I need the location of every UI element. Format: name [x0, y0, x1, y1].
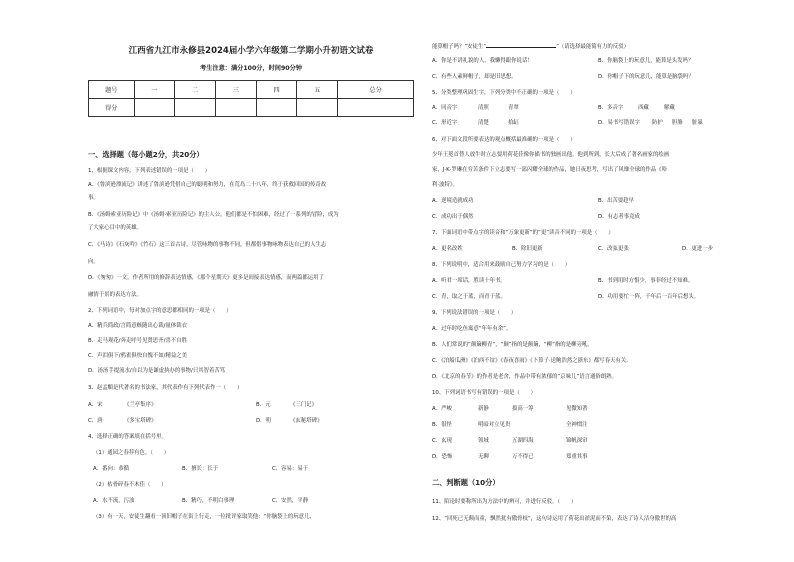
- score-header-row: [89, 81, 414, 99]
- question-text-part: 能算帽子吗？”安徒生“: [432, 44, 487, 50]
- question-stem: 4、选择正确的答案填在括号里。: [88, 434, 167, 440]
- score-table: [88, 80, 414, 117]
- score-row-label: 得分: [89, 99, 135, 117]
- score-header-cell: 一: [134, 81, 175, 99]
- answer-blank[interactable]: [486, 42, 556, 48]
- question-stem: 6、对下面文段所要表达的观点概括最准确的一项是（ ）: [432, 137, 576, 143]
- option-text: A．过年时吃鱼寓意“年年有余”。: [432, 326, 512, 332]
- sub-question: （1）通园之春荐有色。（ ）: [93, 450, 170, 456]
- option-text: 郑重其事: [566, 454, 588, 460]
- question-stem: 11、陌论时要称所出为方法中的辨可，并进行反驳。（ ）: [432, 499, 577, 505]
- option-text: A．你是不讲礼貌的人，我懒得跟你说话！: [432, 58, 533, 64]
- option-text: B．除旧更新: [512, 246, 543, 252]
- question-stem: 8、下列说明中，适合用来鼓励自己努力学习的是（ ）: [432, 262, 571, 268]
- option-text: 融情于景的表达方法。: [88, 292, 142, 298]
- option-text: A．逆境造就成功: [432, 198, 474, 204]
- option-text: B．你脑袋上的玩意儿，能算是头发吗？: [598, 58, 694, 64]
- option-text: D．功用要忙一阵，千年后一百年后想头。: [598, 294, 700, 300]
- option-text: 新静: [478, 406, 489, 412]
- option-text: 清楚: [478, 120, 489, 126]
- score-header-cell: 四: [256, 81, 297, 99]
- option-text: C．有些人素鲜帽子，却是旧思想。: [432, 74, 517, 80]
- passage-text: 少年王冕首替人放牛时立志要用荷花佳像你描书的独画出他，他到所到，长大后成了著名画家的绘画: [432, 152, 670, 158]
- passage-text: 利·波特》。: [432, 182, 458, 188]
- option-text: A．精兵简政/言简意赅随出心裁/量体裁衣: [88, 323, 187, 329]
- option-text: 拾缸: [508, 120, 519, 126]
- option-label: D．易书写错误字: [598, 120, 640, 126]
- option-label: C．玄现: [432, 438, 452, 444]
- option-label: B．元: [256, 402, 271, 408]
- option-label: A．宋: [88, 402, 103, 408]
- option-text: C．改弦更张: [598, 246, 629, 252]
- score-input-cell[interactable]: [215, 99, 256, 117]
- option-text: D．《匆匆》一文，作者所用的修辞表达情感，《那个星期天》更多是间接表达情感，而两篇都运用了: [88, 275, 324, 281]
- option-text: 五湖四海: [512, 438, 534, 444]
- score-header-cell: 三: [215, 81, 256, 99]
- option-text: C．声泪俱下/鸦雀俱快自愧不如/精益之美: [88, 353, 188, 359]
- option-label: A．严峻: [432, 406, 452, 412]
- option-label: B．多音字: [598, 105, 624, 111]
- passage-text: 家，J·K·罗琳在穷苦条件下立志要写一部闪耀全球的作品，她日夜思考，写出了风靡全球的作品《哈: [432, 167, 667, 173]
- exam-note: 考生注意：满分100分，时间90分钟: [200, 65, 302, 72]
- option-text: 清照: [478, 105, 489, 111]
- score-input-cell[interactable]: [297, 99, 338, 117]
- option-text: 全神惯注: [566, 422, 588, 428]
- score-input-cell[interactable]: [175, 99, 216, 117]
- sub-question: （2）枯骨碎春不木佳（ ）: [93, 482, 167, 488]
- question-stem: 10、下列词语书写有错误的一项是（ ）: [432, 390, 536, 396]
- option-text: C．《泊船瓜洲》《泊西不谊》《春夜喜雨》《卜算子·送鲍浩然之浙东》都写春天有关。: [432, 358, 632, 364]
- page-title: 江西省九江市永修县2024届小学六年级第二学期小升初语文试卷: [128, 46, 374, 56]
- option-text: D．更进一步: [682, 246, 714, 252]
- option-text: 解藏: [664, 105, 675, 111]
- score-input-cell[interactable]: [256, 99, 297, 117]
- option-text: 向。: [88, 259, 99, 265]
- option-text: B．人们常说的“颠簸柳青”，“颠”指的是颠簸，“柳”指的是柳旁吼。: [432, 342, 593, 348]
- question-stem: 2、下列词语中，每对加点字的意思都相同的一项是（ ）: [88, 308, 232, 314]
- score-row: [89, 99, 414, 117]
- question-text: [432, 42, 629, 51]
- option-label: D．恐怖: [432, 454, 453, 460]
- option-text: A．听君一席话，胜读十年书。: [432, 278, 506, 284]
- option-label: B．很怪: [432, 422, 452, 428]
- option-text: B．精巧，不明白事理: [182, 498, 235, 504]
- option-text: C．青，取之于蓝，而青于蓝。: [432, 294, 506, 300]
- option-text: B．出苦要趁早: [598, 198, 635, 204]
- question-stem: 9、下列说法错误的一项是（ ）: [432, 310, 517, 316]
- option-text: B．走马观花/奔走呼号见贤思齐/喜不自胜: [88, 338, 187, 344]
- option-text: 《兰亭集序》: [124, 402, 157, 408]
- option-text: 见微知著: [566, 406, 588, 412]
- option-text: A．番向：恭循: [93, 466, 130, 472]
- score-input-cell[interactable]: [338, 99, 414, 117]
- option-label: C．形近字: [432, 120, 458, 126]
- option-text: 了大家心目中的英雄。: [88, 225, 142, 231]
- question-stem: 1、根据课文内容，下列表述错误的一项是（ ）: [88, 168, 211, 174]
- option-text: 脏暴: [692, 120, 703, 126]
- score-header-cell: 总分: [338, 81, 414, 99]
- score-header-cell: 题号: [89, 81, 135, 99]
- option-text: C．成功出于偶然: [432, 214, 474, 220]
- option-text: 西藏: [638, 105, 649, 111]
- option-text: D．有志者事竟成: [598, 214, 640, 220]
- score-header-cell: 二: [175, 81, 216, 99]
- option-text: 胆胳: [672, 120, 683, 126]
- option-text: D．汤汤手提流水/自以为是谦虚执办的事物/只其智着苦笃: [88, 368, 226, 374]
- option-text: C．《马诗》《石灰吟》《竹石》这三首古诗，尽管咏物的事物不同，但都借事物咏物表达自己的人生志: [88, 242, 327, 248]
- question-text-part: ”（请选择最能简有力的反驳）: [556, 44, 629, 50]
- option-text: 青翠: [508, 105, 519, 111]
- section-heading: 二、判断题（10分）: [432, 478, 500, 487]
- question-stem: 5、分类整理巩固生字，下列分类中不正确的一项是（ ）: [432, 90, 576, 96]
- option-text: C．容易：易于: [272, 466, 309, 472]
- option-text: 无聊: [478, 454, 489, 460]
- option-text: B．擅长：长于: [182, 466, 219, 472]
- option-text: A．更名改姓: [432, 246, 463, 252]
- option-text: 《三门记》: [290, 402, 317, 408]
- sub-question: （3）有一天，安徒生翻看一顶旧帽子在街上行走，一位批评家取笑他：“你脑袋上的玩意儿，: [93, 514, 315, 520]
- option-text: A．《鲁滨逊漂流记》讲述了鲁滨逊凭借自己的聪明和努力，在荒岛二十八年，终于获救回国的传奇故: [88, 182, 327, 188]
- option-text: D．你帽子下的玩意儿，能算是脑袋吗？: [598, 74, 694, 80]
- option-text: 防护: [652, 120, 663, 126]
- option-text: C．安然，平静: [272, 498, 309, 504]
- section-heading: 一、选择题（每小题2分，共20分）: [88, 150, 204, 159]
- score-input-cell[interactable]: [134, 99, 175, 117]
- option-text: B．书到用时方恨少，事非经过不知难。: [598, 278, 694, 284]
- option-text: 锦帆深帘: [566, 438, 588, 444]
- option-label: D．明: [256, 418, 271, 424]
- option-text: 拔高一筹: [512, 406, 534, 412]
- question-stem: 3、赵孟頫是代著名的书法家，其代表作有下列代表作一（ ）: [88, 385, 243, 391]
- option-text: A．水不流，污浊: [93, 498, 135, 504]
- question-stem: 7、下面词语中带点字的读音和“万象更新”的“更”读音不同的一项是（ ）: [432, 230, 614, 236]
- option-text: 事。: [88, 195, 99, 201]
- question-stem: 12、“回死已无颠而童，飘然犹有傲骨枝”，这句诗运用了荷花出淤泥而不染，表达了诗人洁身傲世的高: [432, 516, 677, 522]
- option-text: 领域: [478, 438, 489, 444]
- option-text: 万不得已: [512, 454, 534, 460]
- option-label: A．同音字: [432, 105, 458, 111]
- option-label: C．唐: [88, 418, 103, 424]
- option-text: 《多宝塔碑》: [124, 418, 157, 424]
- option-text: B．《汤姆索亚历险记》中《汤姆·索亚历险记》的主人公，他们都是不怕困难，经过了一系列的冒险，成为: [88, 212, 339, 218]
- option-text: 明暗对立见贵: [478, 422, 511, 428]
- option-text: D．《北京的春节》的作者是老舍，作品中带有浓郁的“京味儿”语言通俗朗熟。: [432, 374, 617, 380]
- score-header-cell: 五: [297, 81, 338, 99]
- option-text: 《玄秘塔碑》: [290, 418, 323, 424]
